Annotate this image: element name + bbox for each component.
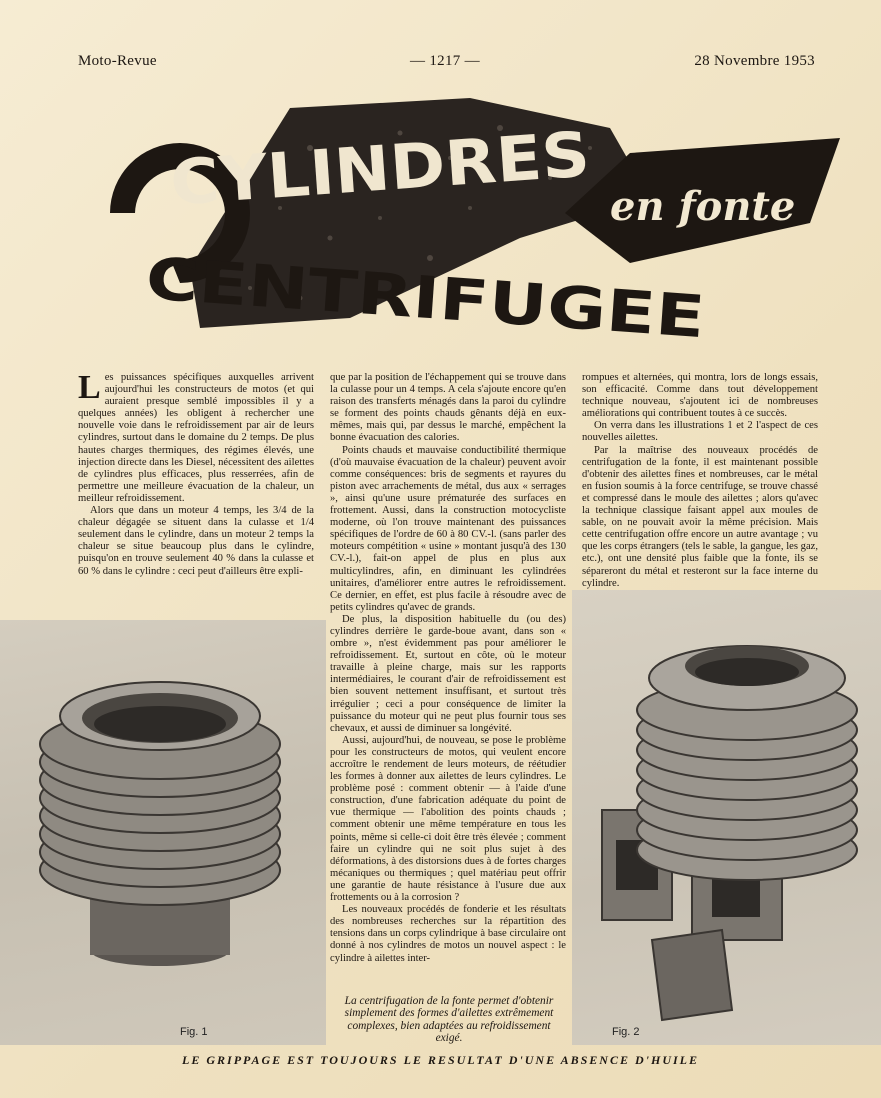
article-column-2 xyxy=(330,372,566,992)
page-footer-slogan: LE GRIPPAGE EST TOUJOURS LE RESULTAT D'UNE ABSENCE D'HUILE xyxy=(182,1053,699,1067)
column3-paragraph-1: rompues et alternées, qui montra, lors de longs essais, son efficacité. Comme dans tout développement technique nouveau, s'ajoutent ici de nombreuses améliorations qui contribuent toutes à ce succès. xyxy=(582,372,818,420)
column2-paragraph-2: Points chauds et mauvaise conductibilité thermique (d'où mauvaise évacuation de la chaleur) peuvent avoir comme conséquences: bris de segments et rayures du piston avec arrachements de métal, dus aux « serrages », ainsi qu'une usure prématurée des surfaces en frottement. Aussi, dans la construction motocycliste moderne, où l'on trouve maintenant des puissances spécifiques de l'ordre de 60 à 80 CV.-l. (sans parler des moteurs compétition « usine » montant jusqu'à des 130 CV.-l.), fait-on appel de plus en plus aux multicylindres, afin, en diminuant les cylindrées unitaires, d'améliorer entre autres le refroidissement. Ce dernier, en effet, est plus facile à résoudre avec de petits cylindres qu'avec de grands. xyxy=(330,444,566,613)
figure-2-label: Fig. 2 xyxy=(612,1026,640,1038)
headline-graphic xyxy=(50,88,850,356)
article-column-3 xyxy=(582,372,818,590)
figure-1-label: Fig. 1 xyxy=(180,1026,208,1038)
column1-paragraph-2: Alors que dans un moteur 4 temps, les 3/4 de la chaleur dégagée se situent dans la culasse et 1/4 seulement dans le cylindre, dans un moteur 2 temps la chaleur se situe beaucoup plus dans le cylindre, puisqu'on en trouve seulement 40 % dans la culasse et 60 % dans le cylindre : ceci peut d'ailleurs être expli- xyxy=(78,505,314,577)
page-number: — 1217 — xyxy=(410,53,480,69)
column3-paragraph-3: Par la maîtrise des nouveaux procédés de centrifugation de la fonte, il est maintenant possible d'obtenir des ailettes fines et nombreuses, car le métal en fusion soumis à la force centrifuge, se trouve chassé et compressé dans le moule des ailettes ; alors qu'avec la technique classique faisant appel aux moules de sable, on ne pouvait avoir la même précision. Mais cette centrifugation offre encore un autre avantage ; vu que les corps étrangers (tels le sable, la gangue, les gaz, etc.), ont une densité plus faible que la fonte, ils se sépareront du métal et resteront sur la face interne du cylindre. xyxy=(582,444,818,589)
figure-1-photo xyxy=(0,620,326,1045)
headline-line2: CENTRIFUGEE xyxy=(143,244,598,344)
article-column-1 xyxy=(78,369,314,588)
figure-2-photo xyxy=(572,590,881,1045)
column2-paragraph-4: Aussi, aujourd'hui, de nouveau, se pose le problème pour les constructeurs de motos, qui veulent encore accroître le rendement de leurs moteurs, de réétudier les formes à donner aux ailettes de leurs cylindres. Le problème posé : comment obtenir — à l'aide d'une construction, d'une fabrication adéquate du point de vue thermique — l'abolition des points chauds ; comment obtenir une même température en tous les points, même si celle-ci doit être très élevée ; comment faire un cylindre qui ne soit plus sujet à des déformations, à des distorsions dues à de fortes charges mécaniques ou thermiques ; quel matériau peut offrir une garantie de haute résistance à l'usure due aux frottements ou à la corrosion ? xyxy=(330,734,566,904)
column1-text-1: es puissances spécifiques auxquelles arrivent aujourd'hui les constructeurs de motos (et qui auraient presque semblé impossibles il y a quelques années) les obligent à rechercher une nouvelle voie dans le refroidissement par air de leurs cylindres, surtout dans le domaine du 2 temps. De plus hautes charges thermiques, des régimes élevés, une injection directe dans les Diesel, nécessitent des ailettes de cylindres plus efficaces, plus resserrées, afin de permettre une meilleure évacuation de la chaleur, un meilleur refroidissement. xyxy=(78,372,314,504)
headline-tag: en fonte xyxy=(610,183,796,230)
headline-line1: CYLINDRES xyxy=(168,119,564,220)
headline-artwork xyxy=(50,88,850,356)
cylinder-illustration-1 xyxy=(0,620,326,1045)
publication-name: Moto-Revue xyxy=(78,53,157,69)
column2-paragraph-5: Les nouveaux procédés de fonderie et les résultats des nombreuses recherches sur la répartition des tensions dans un corps cylindrique à base circulaire ont donné à nos cylindres de motos un nouvel aspect : le cylindre à ailettes inter- xyxy=(330,904,566,964)
column1-paragraph-1 xyxy=(78,369,314,505)
drop-cap: L xyxy=(78,369,101,406)
figure-caption: La centrifugation de la fonte permet d'obtenir simplement des formes d'ailettes extrêmement complexes, bien adaptées au refroidissement exigé. xyxy=(344,995,554,1045)
cylinder-illustration-2 xyxy=(572,590,881,1045)
column2-paragraph-1: que par la position de l'échappement qui se trouve dans la culasse pour un 4 temps. A cela s'ajoute encore qu'en raison des transferts ménagés dans la paroi du cylindre se forment des points chauds gênants déjà en eux-mêmes, mais qui, par dessus le marché, empêchent la bonne évacuation des calories. xyxy=(330,372,566,444)
column2-paragraph-3: De plus, la disposition habituelle du (ou des) cylindres derrière le garde-boue avant, dans son « ombre », n'est évidemment pas pour améliorer le refroidissement. Et, surtout en côte, où le moteur travaille à pleine charge, mais sur les rapports intermédiaires, le courant d'air de refroidissement est bien souvent nettement insuffisant, et surtout très irrégulier ; ceci a pour conséquence de limiter la puissance du moteur qui ne peut plus fournir tous ses chevaux, et aussi de diminuer sa longévité. xyxy=(330,613,566,734)
column3-paragraph-2: On verra dans les illustrations 1 et 2 l'aspect de ces nouvelles ailettes. xyxy=(582,420,818,444)
issue-date: 28 Novembre 1953 xyxy=(694,53,815,69)
